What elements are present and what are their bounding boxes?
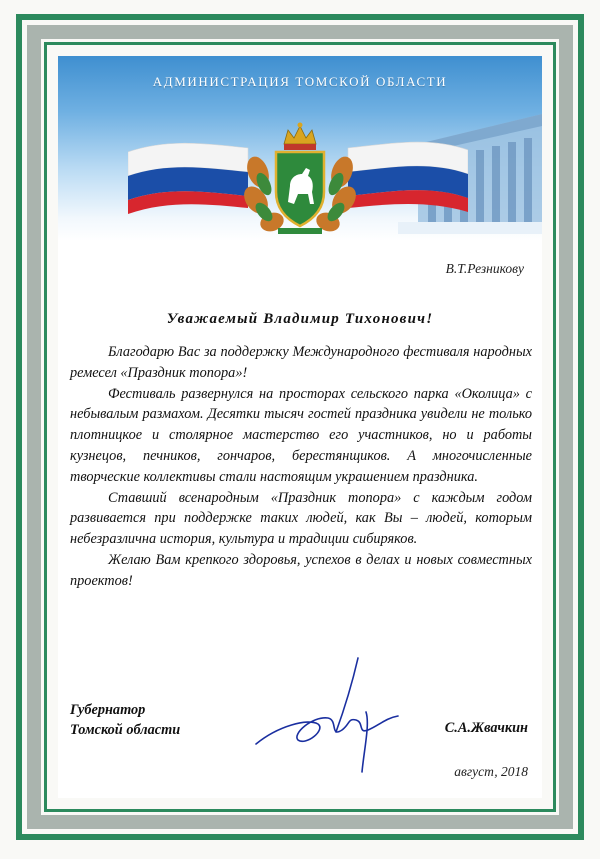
paragraph: Благодарю Вас за поддержку Международного фестиваля народных ремесел «Праздник топора»! [70,344,532,381]
recipient-name: В.Т.Резникову [445,261,524,276]
greeting: Уважаемый Владимир Тихонович! [166,311,434,327]
letter-content [58,56,542,798]
letter-date: август, 2018 [454,764,528,779]
paragraph: Фестиваль развернулся на просторах сельского парка «Околица» с небывалым размахом. Десятки тысяч гостей праздника увидели не только плотницкое и столярное мастерство его участников, но и работы кузнецов, печников, гончаров, берестянщиков. А многочисленные творческие коллективы стали настоящим украшением праздника. [70,385,532,485]
letterhead-banner [58,56,542,241]
paragraph: Ставший всенародным «Праздник топора» с каждым годом развивается при поддержке таких людей, как Вы – людей, которым небезразлична история, культура и традиции сибиряков. [70,489,532,548]
signatory-region: Томской области [70,722,181,738]
signatory-name: С.А.Жвачкин [444,720,528,736]
signatory-title [70,700,180,740]
tomsk-coat-of-arms-icon [244,122,356,240]
letter-body [70,342,532,592]
organization-title: АДМИНИСТРАЦИЯ ТОМСКОЙ ОБЛАСТИ [152,74,448,89]
paragraph: Желаю Вам крепкого здоровья, успехов в делах и новых совместных проектов! [70,551,532,589]
signatory-position: Губернатор [70,702,146,718]
handwritten-signature-icon [248,654,418,774]
